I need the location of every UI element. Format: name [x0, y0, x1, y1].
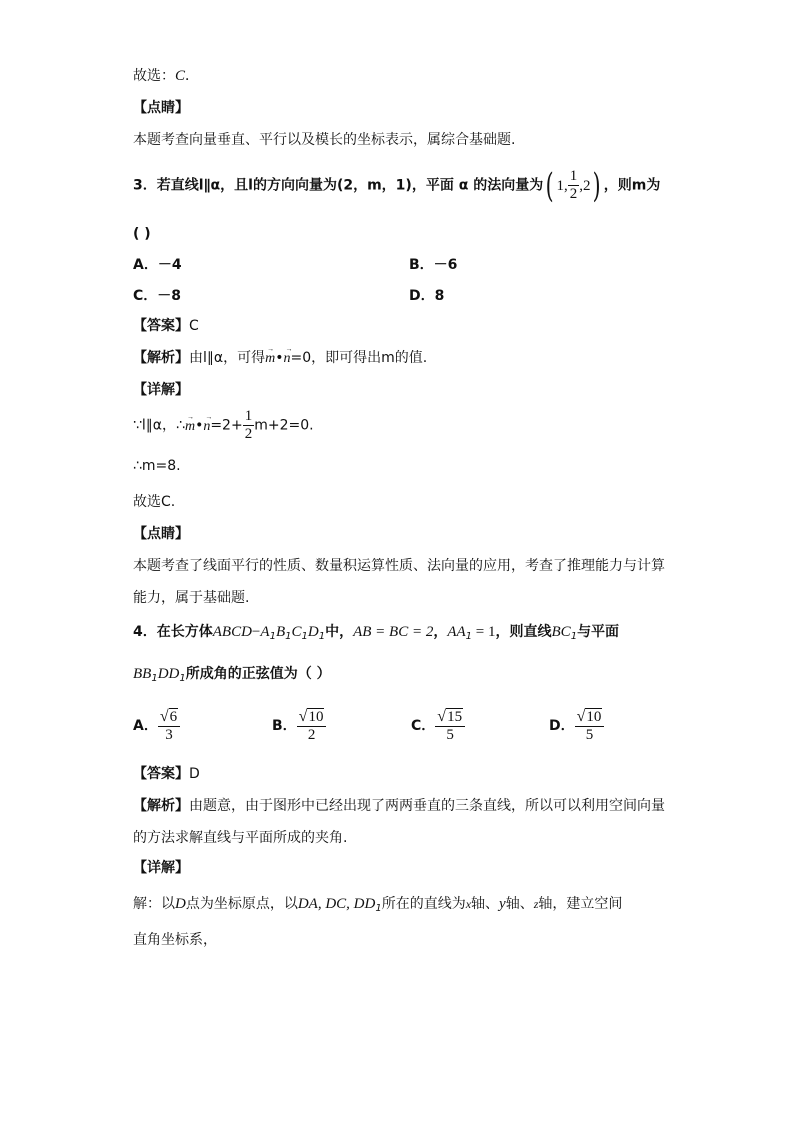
den: 5: [575, 726, 605, 744]
text: 所在的直线为: [381, 896, 466, 912]
math: D: [175, 896, 186, 912]
den: 2: [244, 426, 253, 442]
fraction-half: [243, 408, 255, 443]
sub: 1: [269, 631, 276, 642]
den: 2: [297, 726, 327, 744]
q3-paren: ( ): [133, 226, 151, 242]
dot: •: [275, 350, 284, 366]
q3-detail-line2: ∴m=8.: [133, 458, 181, 474]
answer-label: 【答案】: [133, 766, 189, 782]
sub: 1: [318, 631, 326, 642]
condition-ab-bc: AB = BC = 2: [353, 624, 434, 640]
condition-aa1: [447, 624, 495, 640]
math: A: [260, 624, 270, 640]
fraction: [575, 708, 605, 744]
num: 1: [569, 168, 578, 184]
q4-option-a: [133, 704, 180, 748]
text: 轴，建立空间: [538, 896, 623, 912]
sub: 1: [375, 903, 382, 914]
answer-label: 【答案】: [133, 318, 189, 334]
sub: 1: [301, 631, 308, 642]
math: z: [533, 897, 539, 911]
math: B: [275, 624, 286, 640]
review-text: 本题考查向量垂直、平行以及模长的坐标表示，属综合基础题.: [133, 132, 516, 148]
math: AA: [447, 624, 466, 640]
q3-detail-line3: 故选C.: [133, 494, 176, 510]
fraction: [158, 708, 180, 744]
q3-option-c: C．－8: [133, 288, 182, 304]
option-label: D．: [549, 718, 575, 734]
vec-part: ,2: [579, 177, 591, 194]
line-choose-c: [133, 66, 199, 86]
vector-n: → n: [203, 410, 210, 444]
sub: 1: [570, 631, 578, 642]
text: ∵l∥α，∴: [133, 417, 185, 434]
analysis-label: 【解析】: [133, 350, 189, 366]
den: 5: [435, 726, 465, 744]
q3-stem: [133, 165, 661, 206]
math: ABCD: [212, 624, 252, 640]
normal-vector: [556, 168, 591, 202]
fraction-half: [568, 168, 580, 203]
q3-option-b: B．－6: [409, 257, 458, 273]
num: 1: [244, 408, 253, 424]
q3-head: 3．若直线l∥α，且l的方向向量为(2，m，1)，平面 α 的法向量为: [133, 177, 544, 194]
option-label: C．: [411, 718, 436, 734]
text: =0，即可得出m的值.: [290, 350, 428, 366]
q3-tail: ，则m为: [603, 177, 661, 194]
sqrt-icon: √10: [298, 708, 324, 725]
fraction: [297, 708, 327, 744]
text: 轴、: [505, 896, 534, 912]
q3-review-line1: 本题考查了线面平行的性质、数量积运算性质、法向量的应用，考查了推理能力与计算: [133, 558, 665, 574]
text: 与平面: [577, 624, 620, 640]
q3-option-a: A．－4: [133, 257, 182, 273]
text: 故选：: [133, 68, 175, 84]
text: 解：以: [133, 896, 175, 912]
sqrt-icon: √10: [576, 708, 602, 725]
sub: 1: [285, 631, 292, 642]
answer-letter: C: [175, 68, 186, 84]
q4-option-b: [272, 704, 326, 748]
vec-part: 1,: [556, 177, 568, 194]
den: 3: [158, 726, 180, 744]
q4-analysis-line2: 的方法求解直线与平面所成的夹角.: [133, 830, 348, 846]
q4-analysis-line1: [133, 796, 665, 816]
answer-value: C: [189, 318, 199, 334]
math: = 1: [472, 624, 496, 640]
math: y: [499, 896, 506, 912]
paren-right-icon: ): [593, 165, 602, 206]
radicand: 6: [169, 709, 178, 725]
q3-option-d: D．8: [409, 288, 445, 304]
vector-m: → m: [185, 410, 195, 444]
text: 由l∥α，可得: [189, 350, 266, 366]
q3-review-line2: 能力，属于基础题.: [133, 590, 250, 606]
text: 中，: [325, 624, 354, 640]
math: C: [291, 624, 302, 640]
vector-m: → m: [265, 349, 275, 369]
vector-n: → n: [284, 349, 291, 369]
dot: •: [195, 417, 204, 434]
q3-review-label: 【点睛】: [133, 526, 189, 542]
option-label: B．: [272, 718, 297, 734]
q4-detail-line1: [133, 894, 622, 919]
text: ．: [185, 68, 200, 84]
q4-answer: [133, 764, 200, 784]
text: 轴、: [471, 896, 500, 912]
paren-left-icon: (: [545, 165, 554, 206]
sqrt-icon: √15: [437, 708, 463, 725]
text: m+2=0.: [254, 417, 314, 434]
text: 4．在长方体: [133, 624, 213, 640]
den: 2: [569, 186, 578, 202]
q4-detail-label: 【详解】: [133, 860, 189, 876]
q3-analysis: [133, 348, 427, 369]
option-label: A．: [133, 718, 158, 734]
math: D: [307, 624, 319, 640]
text: 由题意，由于图形中已经出现了两两垂直的三条直线，所以可以利用空间向量: [189, 798, 665, 814]
q3-detail-line1: [133, 408, 314, 444]
text: ，则直线: [495, 624, 552, 640]
answer-value: D: [189, 766, 200, 782]
q4-detail-line2: 直角坐标系，: [133, 932, 217, 948]
math: x: [465, 897, 472, 911]
line-bc1: [552, 624, 578, 640]
cuboid-name: [213, 624, 325, 640]
q3-detail-label: 【详解】: [133, 382, 189, 398]
radicand: 10: [308, 709, 324, 725]
plane-bb1dd1: [133, 666, 186, 682]
section-review-label: 【点睛】: [133, 100, 189, 116]
radicand: 15: [447, 709, 463, 725]
fraction: [435, 708, 465, 744]
radicand: 10: [586, 709, 602, 725]
sub: 1: [465, 631, 473, 642]
sub: 1: [179, 673, 186, 684]
q4-option-d: [549, 704, 604, 748]
q3-answer: [133, 316, 199, 336]
q4-stem-line1: [133, 622, 619, 647]
analysis-label: 【解析】: [133, 798, 189, 814]
text: 所成角的正弦值为（ ）: [185, 666, 331, 682]
q4-option-c: [411, 704, 465, 748]
text: =2+: [210, 417, 243, 434]
math: DA, DC, DD: [297, 896, 376, 912]
math: −: [251, 624, 261, 640]
math: BB: [133, 666, 152, 682]
math: DD: [157, 666, 180, 682]
text: ，: [433, 624, 448, 640]
q4-stem-line2: [133, 664, 331, 689]
sqrt-icon: √6: [159, 708, 178, 725]
math: BC: [551, 624, 571, 640]
text: 点为坐标原点，以: [185, 896, 298, 912]
sub: 1: [151, 673, 158, 684]
